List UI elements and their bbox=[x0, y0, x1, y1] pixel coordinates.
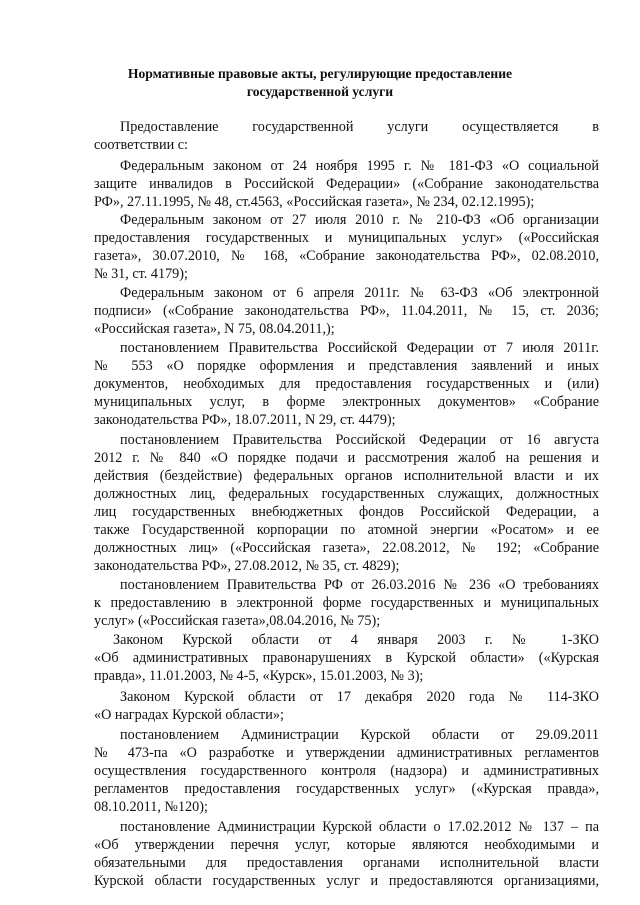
text-line: обязательными для предоставления органами исполнительной власти bbox=[94, 855, 599, 871]
text-line: постановлением Правительства Российской Федерации от 7 июля 2011г. bbox=[120, 340, 599, 356]
text-line: предоставления государственных и муниципальных услуг» («Российская bbox=[94, 230, 599, 246]
text-line: законодательства РФ», 18.07.2011, N 29, ст. 4479); bbox=[94, 412, 396, 428]
text-line: 2012 г. № 840 «О порядке подачи и рассмотрения жалоб на решения и bbox=[94, 450, 599, 466]
text-line: «Российская газета», N 75, 08.04.2011,); bbox=[94, 321, 335, 337]
text-line: соответствии с: bbox=[94, 137, 188, 153]
text-line: РФ», 27.11.1995, № 48, ст.4563, «Российская газета», № 234, 02.12.1995); bbox=[94, 194, 535, 210]
text-line: муниципальных услуг, в форме электронных документов» «Собрание bbox=[94, 394, 599, 410]
text-line: к предоставлению в электронной форме государственных и муниципальных bbox=[94, 595, 599, 611]
text-line: Федеральным законом от 27 июля 2010 г. № 210-ФЗ «Об организации bbox=[120, 212, 599, 228]
text-line: Предоставление государственной услуги осуществляется в bbox=[120, 119, 599, 135]
document-title-line-2: государственной услуги bbox=[246, 84, 394, 99]
text-line: Федеральным законом от 6 апреля 2011г. № 63-ФЗ «Об электронной bbox=[120, 285, 599, 301]
text-line: «Об утверждении перечня услуг, которые являются необходимыми и bbox=[94, 837, 599, 853]
text-line: постановление Администрации Курской области о 17.02.2012 № 137 – па bbox=[120, 819, 599, 835]
text-line: Федеральным законом от 24 ноября 1995 г. № 181-ФЗ «О социальной bbox=[120, 158, 599, 174]
text-line: лиц государственных внебюджетных фондов Российской Федерации, а bbox=[94, 504, 599, 520]
text-line: подписи» («Собрание законодательства РФ», 11.04.2011, № 15, ст. 2036; bbox=[94, 303, 599, 319]
text-line: законодательства РФ», 27.08.2012, № 35, ст. 4829); bbox=[94, 558, 400, 574]
text-line: газета», 30.07.2010, № 168, «Собрание законодательства РФ», 02.08.2010, bbox=[94, 248, 599, 264]
text-line: 08.10.2011, №120); bbox=[94, 799, 208, 815]
text-line: осуществления государственного контроля (надзора) и административных bbox=[94, 763, 599, 779]
text-line: № 553 «О порядке оформления и представления заявлений и иных bbox=[94, 358, 599, 374]
text-line: «Об административных правонарушениях в Курской области» («Курская bbox=[94, 650, 599, 666]
text-line: Законом Курской области от 4 января 2003 г. № 1-ЗКО bbox=[113, 632, 599, 648]
document-title-line-1: Нормативные правовые акты, регулирующие предоставление bbox=[127, 66, 513, 81]
text-line: регламентов предоставления государственных услуг» («Курская правда», bbox=[94, 781, 599, 797]
text-line: услуг» («Российская газета»,08.04.2016, № 75); bbox=[94, 613, 381, 629]
text-line: защите инвалидов в Российской Федерации» («Собрание законодательства bbox=[94, 176, 599, 192]
text-line: № 473-па «О разработке и утверждении административных регламентов bbox=[94, 745, 599, 761]
text-line: постановлением Правительства РФ от 26.03.2016 № 236 «О требованиях bbox=[120, 577, 599, 593]
text-line: также Государственной корпорации по атомной энергии «Росатом» и ее bbox=[94, 522, 599, 538]
text-line: № 31, ст. 4179); bbox=[94, 266, 188, 282]
text-line: должностных лиц» («Российская газета», 22.08.2012, № 192; «Собрание bbox=[94, 540, 599, 556]
text-line: Законом Курской области от 17 декабря 2020 года № 114-ЗКО bbox=[120, 689, 599, 705]
text-line: «О наградах Курской области»; bbox=[94, 707, 284, 723]
text-line: правда», 11.01.2003, № 4-5, «Курск», 15.01.2003, № 3); bbox=[94, 668, 424, 684]
text-line: документов, необходимых для предоставления государственных и (или) bbox=[94, 376, 599, 392]
text-line: постановлением Правительства Российской Федерации от 16 августа bbox=[120, 432, 599, 448]
text-line: постановлением Администрации Курской области от 29.09.2011 bbox=[120, 727, 599, 743]
text-line: должностных лиц, федеральных государственных служащих, должностных bbox=[94, 486, 599, 502]
text-line: действия (бездействие) федеральных органов исполнительной власти и их bbox=[94, 468, 599, 484]
text-line: Курской области государственных услуг и предоставляются организациями, bbox=[94, 873, 599, 889]
